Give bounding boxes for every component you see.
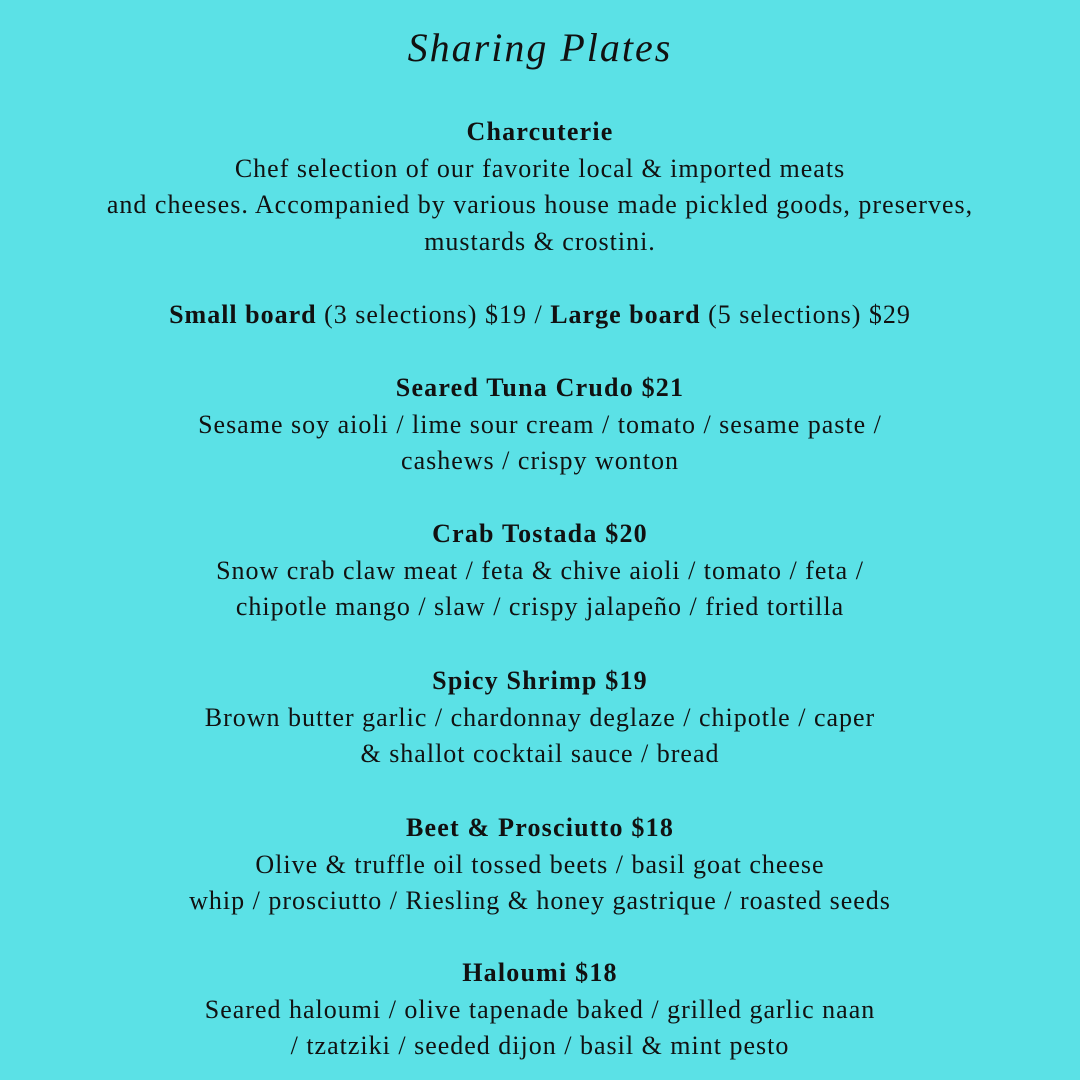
item-description-line: Olive & truffle oil tossed beets / basil goat cheese bbox=[255, 849, 825, 879]
item-description-line: & shallot cocktail sauce / bread bbox=[360, 739, 720, 769]
item-name: Spicy Shrimp $19 bbox=[432, 666, 648, 695]
item-description-line: Sesame soy aioli / lime sour cream / tomato / sesame paste / bbox=[198, 409, 882, 439]
item-description-line: Chef selection of our favorite local & imported meats bbox=[234, 153, 846, 183]
item-description-line: Snow crab claw meat / feta & chive aioli / tomato / feta / bbox=[216, 555, 864, 585]
menu-item-haloumi bbox=[0, 955, 1080, 1065]
menu-item-charcuterie bbox=[0, 114, 1080, 260]
board-pricing bbox=[0, 297, 1080, 334]
menu-item-seared-tuna-crudo bbox=[0, 370, 1080, 480]
small-board-detail: (3 selections) $19 bbox=[324, 300, 527, 329]
large-board-label: Large board bbox=[550, 300, 701, 329]
board-price-line bbox=[0, 297, 1080, 334]
menu-title: Sharing Plates bbox=[407, 25, 673, 70]
item-description-line: whip / prosciutto / Riesling & honey gastrique / roasted seeds bbox=[189, 886, 891, 916]
item-name: Beet & Prosciutto $18 bbox=[405, 813, 675, 842]
item-name: Haloumi $18 bbox=[462, 958, 618, 987]
item-description-line: chipotle mango / slaw / crispy jalapeño / fried tortilla bbox=[235, 592, 845, 622]
item-description-line: Brown butter garlic / chardonnay deglaze / chipotle / caper bbox=[204, 702, 876, 732]
item-name: Charcuterie bbox=[466, 117, 614, 146]
item-name: Seared Tuna Crudo $21 bbox=[395, 373, 685, 402]
board-separator: / bbox=[534, 300, 543, 329]
large-board-detail: (5 selections) $29 bbox=[708, 300, 911, 329]
item-description-line: mustards & crostini. bbox=[424, 226, 656, 256]
item-description-line: Seared haloumi / olive tapenade baked / grilled garlic naan bbox=[204, 994, 876, 1024]
item-description-line: / tzatziki / seeded dijon / basil & mint pesto bbox=[290, 1031, 790, 1061]
item-description-line: and cheeses. Accompanied by various house made pickled goods, preserves, bbox=[106, 190, 974, 220]
menu-item-spicy-shrimp bbox=[0, 663, 1080, 773]
item-description-line: cashews / crispy wonton bbox=[401, 446, 679, 476]
menu-item-beet-prosciutto bbox=[0, 810, 1080, 920]
item-name: Crab Tostada $20 bbox=[432, 519, 648, 548]
menu-item-crab-tostada bbox=[0, 516, 1080, 626]
small-board-label: Small board bbox=[169, 300, 317, 329]
